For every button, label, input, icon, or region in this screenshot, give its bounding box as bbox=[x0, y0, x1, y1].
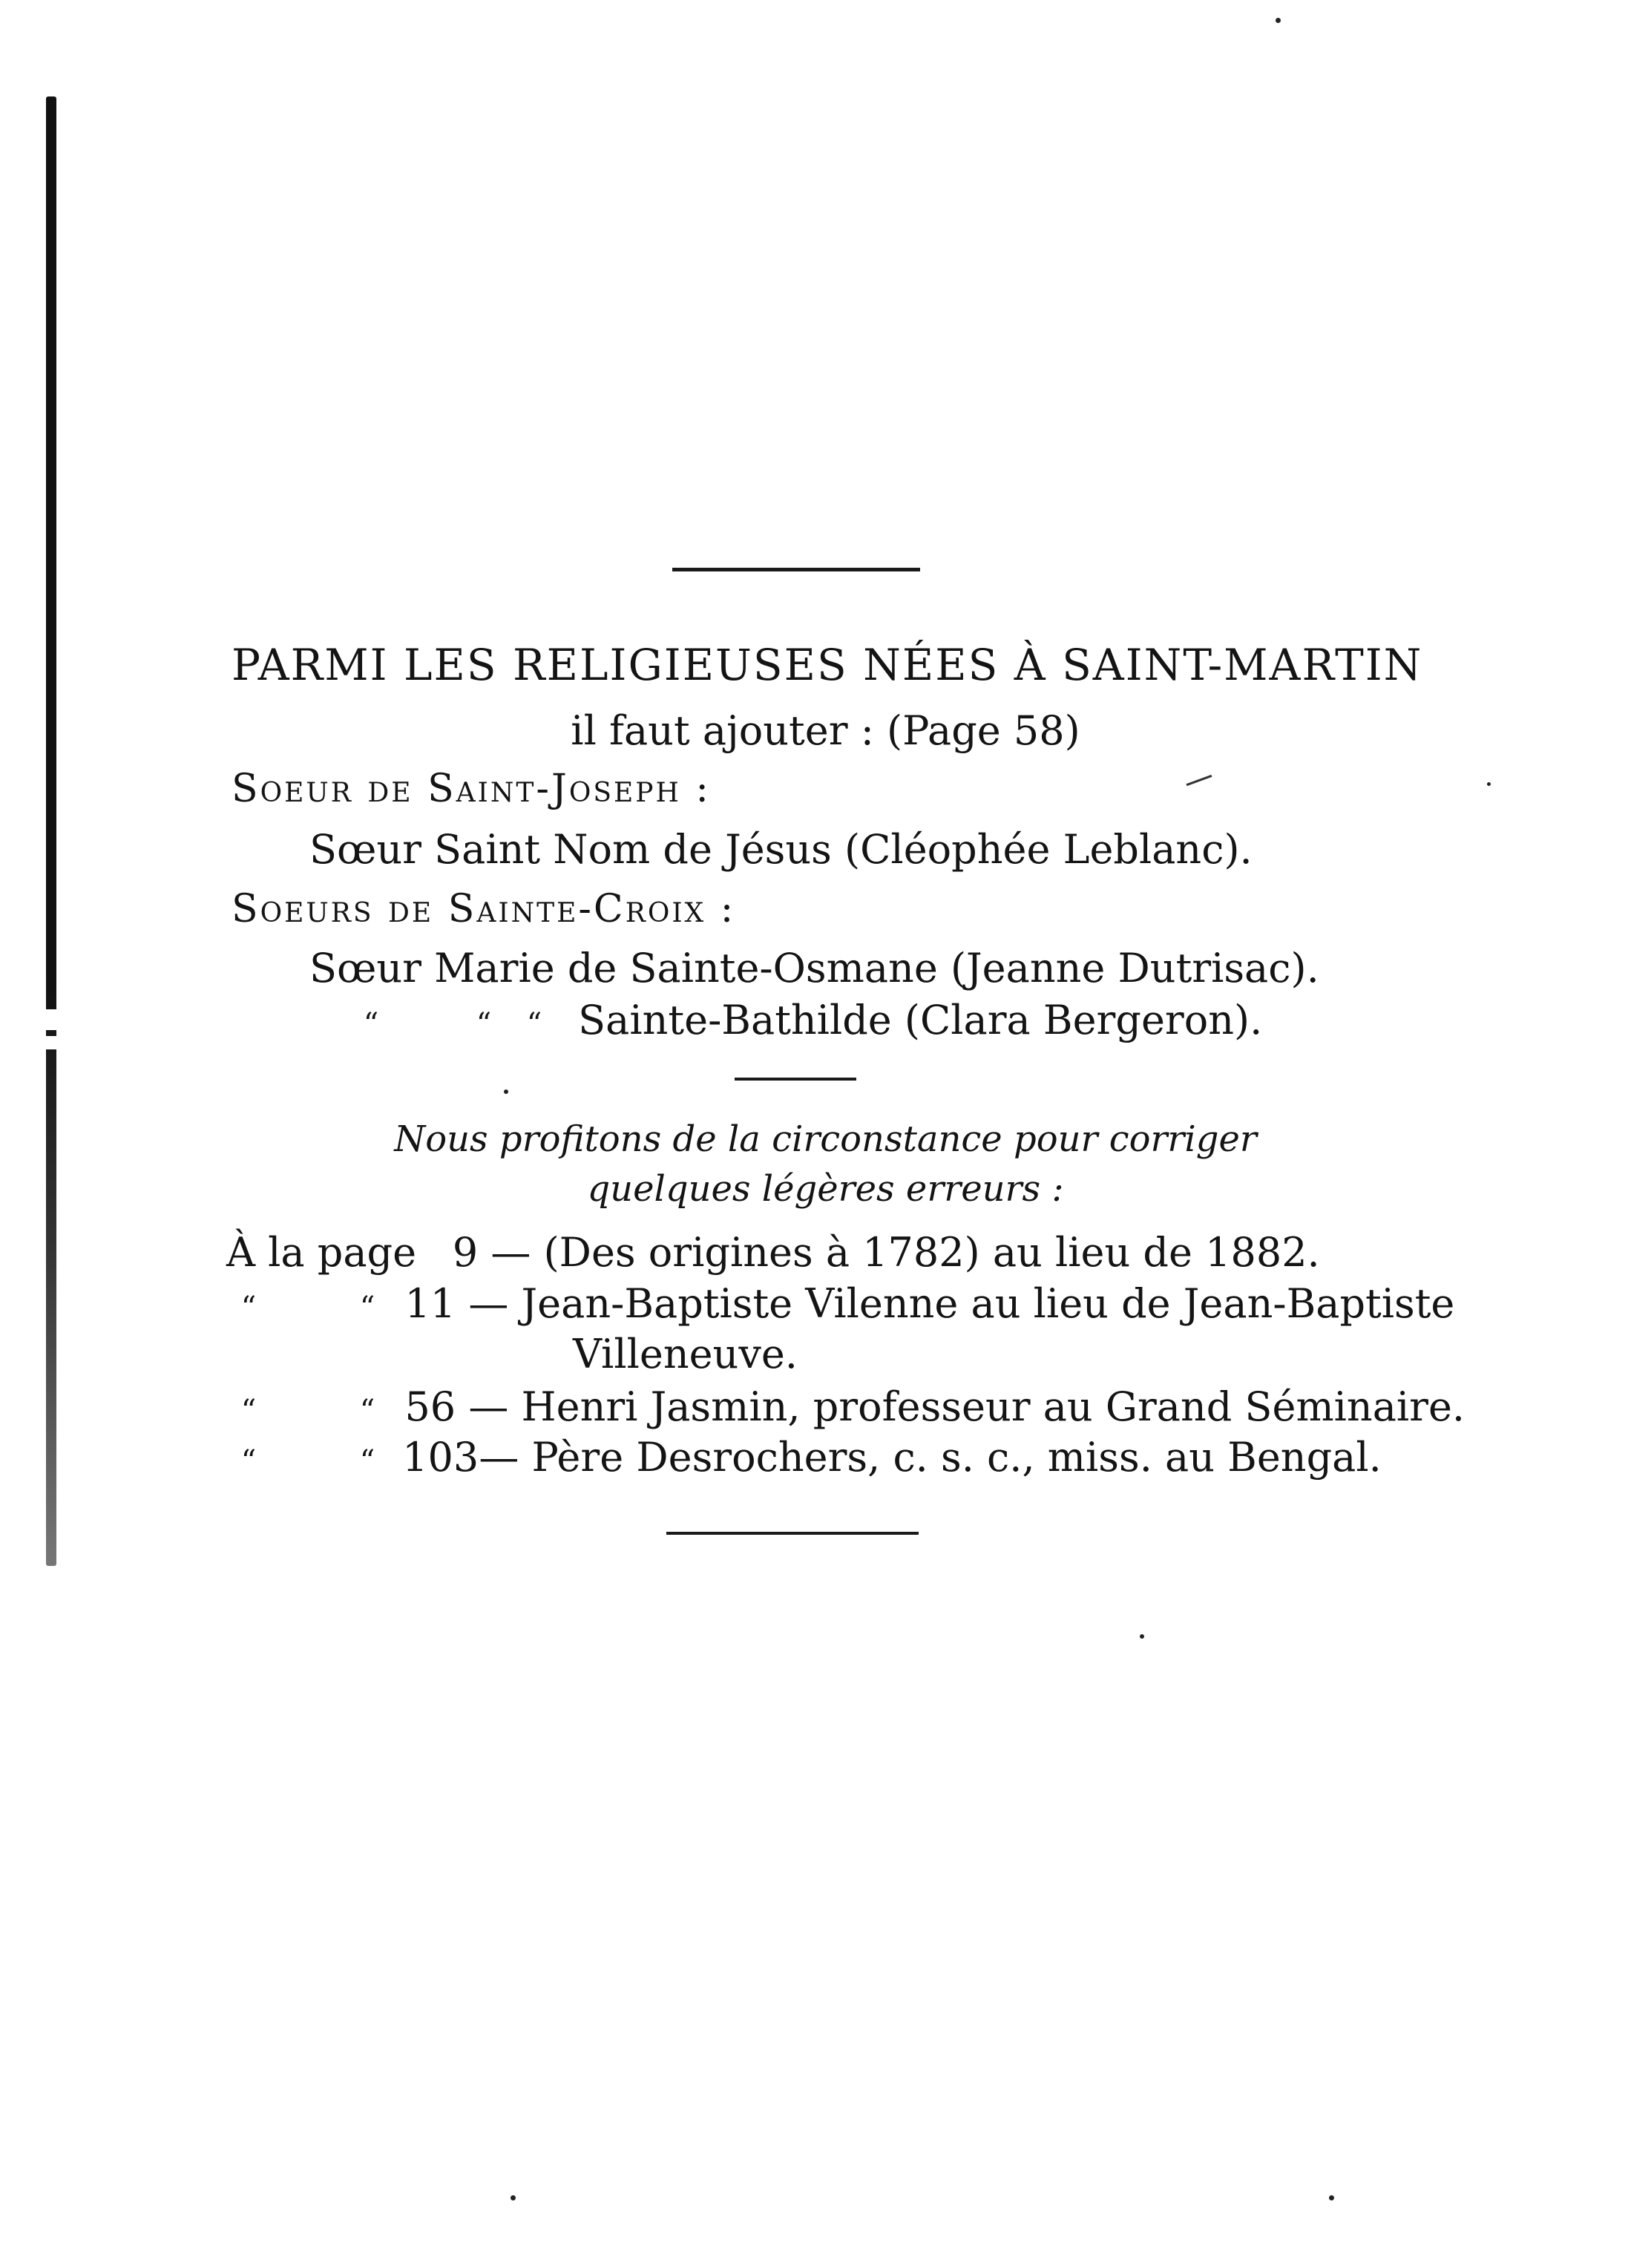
page-number: 103 bbox=[402, 1434, 479, 1481]
additions-subheading: il faut ajouter : (Page 58) bbox=[571, 707, 1080, 754]
errata-dash: — bbox=[468, 1383, 509, 1430]
errata-dash: — bbox=[479, 1434, 519, 1481]
errata-dash: — bbox=[468, 1280, 509, 1327]
middle-rule bbox=[735, 1078, 856, 1081]
group-label: Soeur de Saint-Joseph : bbox=[232, 767, 711, 811]
speck bbox=[1276, 18, 1281, 23]
speck bbox=[1487, 782, 1491, 786]
speck bbox=[504, 1089, 508, 1094]
speck bbox=[1329, 2195, 1334, 2200]
entry-line: Sœur Saint Nom de Jésus (Cléophée Leblanc). bbox=[309, 826, 1253, 873]
ditto-mark: “ bbox=[526, 1007, 542, 1041]
ditto-mark: “ bbox=[359, 1291, 375, 1325]
errata-row bbox=[226, 1230, 1320, 1275]
ditto-mark: “ bbox=[240, 1291, 257, 1325]
speck bbox=[1140, 1634, 1144, 1639]
errata-text: Jean-Baptiste Vilenne au lieu de Jean-Baptiste bbox=[521, 1280, 1455, 1327]
ditto-mark: “ bbox=[359, 1444, 375, 1478]
additions-heading: PARMI LES RELIGIEUSES NÉES À SAINT-MARTIN bbox=[232, 640, 1423, 690]
errata-row bbox=[226, 1282, 1454, 1330]
ditto-mark: “ bbox=[240, 1394, 257, 1428]
errata-text: (Des origines à 1782) au lieu de 1882. bbox=[543, 1229, 1320, 1276]
errata-row bbox=[226, 1435, 1382, 1484]
errata-text: Père Desrochers, c. s. c., miss. au Bengal. bbox=[531, 1434, 1382, 1481]
speck bbox=[511, 2195, 516, 2200]
ditto-entry-text: Sainte-Bathilde (Clara Bergeron). bbox=[578, 997, 1263, 1043]
bottom-rule bbox=[666, 1532, 919, 1535]
errata-text: Henri Jasmin, professeur au Grand Séminaire. bbox=[521, 1383, 1465, 1430]
errata-dash: — bbox=[490, 1229, 531, 1276]
entry-line: Sœur Marie de Sainte-Osmane (Jeanne Dutrisac). bbox=[309, 945, 1319, 992]
page-number: 56 bbox=[404, 1383, 456, 1430]
ditto-entry-line bbox=[341, 998, 1262, 1046]
binding-edge bbox=[46, 96, 56, 1566]
errata-continuation: Villeneuve. bbox=[573, 1331, 798, 1377]
ditto-mark: “ bbox=[240, 1444, 257, 1478]
page-number: 11 bbox=[404, 1280, 456, 1327]
errata-prefix: À la page bbox=[226, 1229, 417, 1276]
binding-gap bbox=[43, 1036, 59, 1049]
binding-gap bbox=[43, 1009, 59, 1030]
top-rule bbox=[672, 568, 920, 571]
ditto-mark: “ bbox=[476, 1007, 492, 1041]
page-number: 9 bbox=[452, 1229, 479, 1276]
ditto-mark: “ bbox=[363, 1007, 379, 1041]
errata-intro: Nous profitons de la circonstance pour corriger bbox=[394, 1118, 1257, 1160]
stray-mark bbox=[1186, 775, 1212, 786]
ditto-mark: “ bbox=[359, 1394, 375, 1428]
group-label: Soeurs de Sainte-Croix : bbox=[232, 887, 736, 931]
errata-row bbox=[226, 1385, 1465, 1433]
errata-intro: quelques légères erreurs : bbox=[587, 1168, 1064, 1210]
